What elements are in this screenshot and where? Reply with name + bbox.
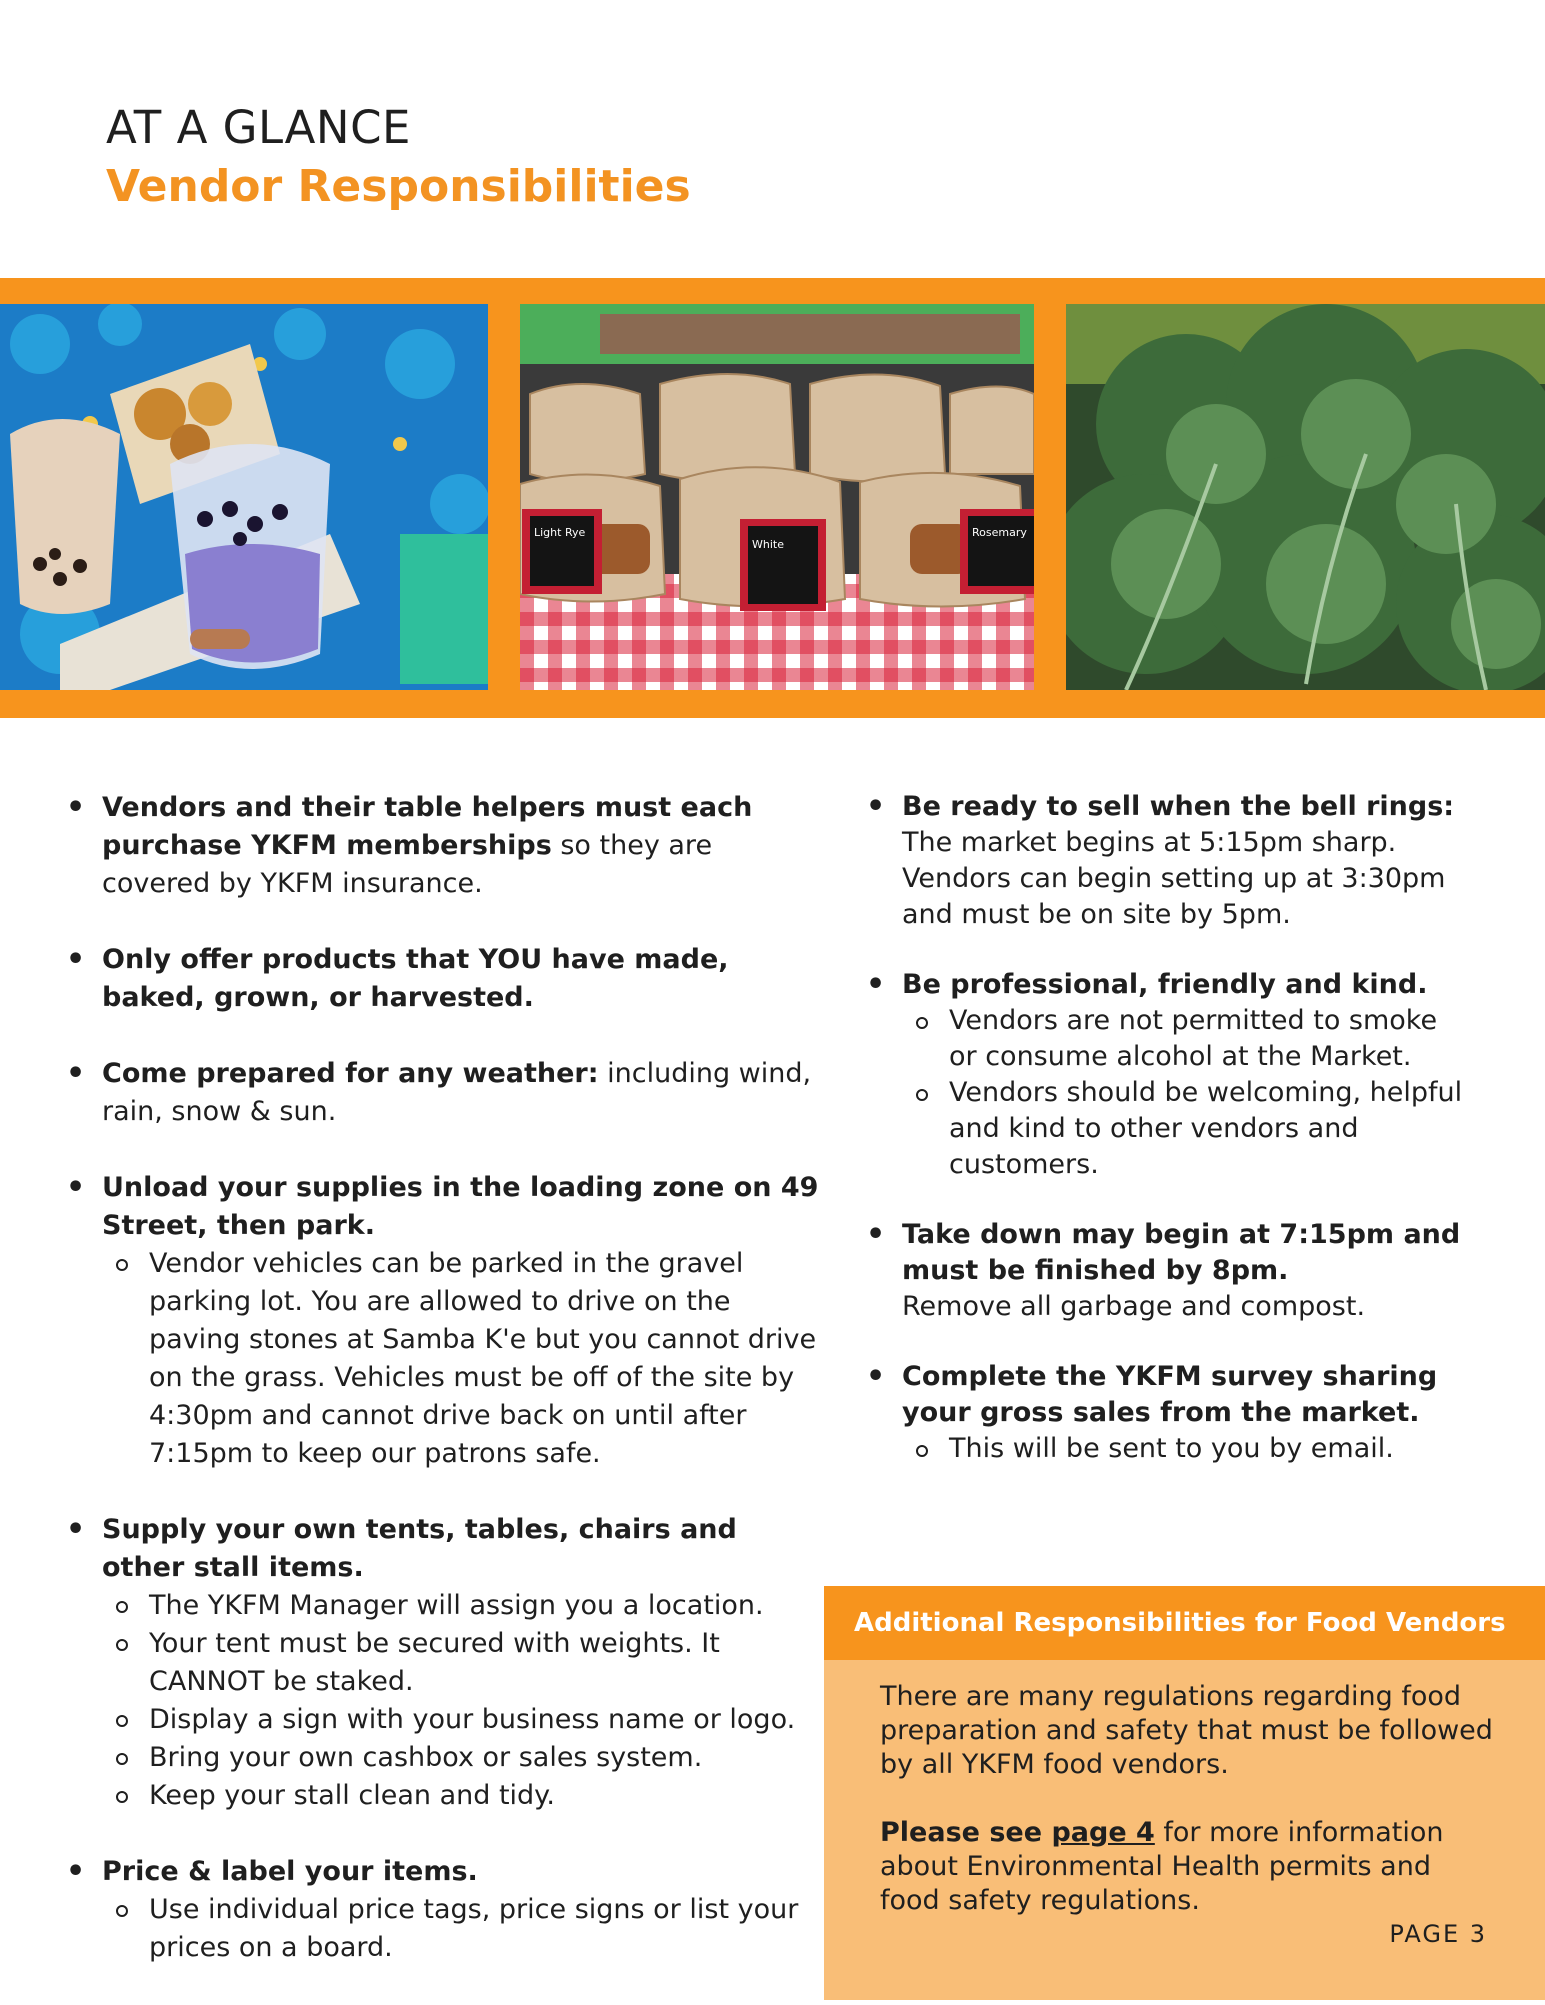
bullet-text: Remove all garbage and compost. — [902, 1291, 1366, 1322]
bullet-lead: Only offer products that YOU have made, baked, grown, or harvested. — [102, 944, 729, 1013]
right-column — [866, 789, 1466, 1501]
bullet-weather — [66, 1055, 826, 1131]
bubble-tea-photo — [0, 304, 488, 690]
sub-item: Bring your own cashbox or sales system. — [102, 1739, 826, 1777]
chalk-label-olive: Rosemary — [972, 526, 1027, 539]
food-box-para2 — [880, 1816, 1495, 1918]
food-box-title: Additional Responsibilities for Food Vendors — [824, 1586, 1545, 1660]
sub-list — [102, 1587, 826, 1815]
page-4-link[interactable]: page 4 — [1051, 1817, 1155, 1848]
chalk-label-white: White — [752, 538, 784, 551]
bullet-unload — [66, 1169, 826, 1473]
sub-item: Keep your stall clean and tidy. — [102, 1777, 826, 1815]
kale-photo — [1066, 304, 1545, 690]
bullet-products — [66, 941, 826, 1017]
sub-item: Vendors are not permitted to smoke or consume alcohol at the Market. — [902, 1003, 1466, 1075]
bullet-price — [66, 1853, 826, 1967]
bread-loaves-photo — [520, 304, 1034, 690]
sub-list — [102, 1245, 826, 1473]
left-column — [66, 789, 826, 2005]
sub-item: Vendor vehicles can be parked in the gravel parking lot. You are allowed to drive on the paving stones at Samba K'e but you cannot drive on the grass. Vehicles must be off of the site by 4:30pm and cannot drive back on until after 7:15pm to keep our patrons safe. — [102, 1245, 826, 1473]
bullet-text: including wind, rain, snow & sun. — [102, 1058, 812, 1127]
bullet-lead: Price & label your items. — [102, 1856, 478, 1887]
page-subtitle: Vendor Responsibilities — [106, 161, 691, 212]
bullet-text: The market begins at 5:15pm sharp. Vendors can begin setting up at 3:30pm and must be on site by 5pm. — [902, 827, 1446, 930]
food-box-para2-lead: Please see — [880, 1817, 1052, 1848]
bullet-memberships — [66, 789, 826, 903]
sub-item: The YKFM Manager will assign you a location. — [102, 1587, 826, 1625]
sub-item: Your tent must be secured with weights. It CANNOT be staked. — [102, 1625, 826, 1701]
sub-list — [902, 1003, 1466, 1183]
bullet-lead: Unload your supplies in the loading zone on 49 Street, then park. — [102, 1172, 819, 1241]
food-box-para1: There are many regulations regarding food preparation and safety that must be followed by all YKFM food vendors. — [880, 1681, 1493, 1780]
bullet-lead: • Be professional, friendly and kind. — [902, 969, 1428, 1000]
sub-item: This will be sent to you by email. — [902, 1431, 1466, 1467]
chalk-label-rye: Light Rye — [534, 526, 586, 539]
bullet-lead: Supply your own tents, tables, chairs and other stall items. — [102, 1514, 737, 1583]
sub-list — [102, 1891, 826, 1967]
bullet-lead: Come prepared for any weather: — [102, 1058, 599, 1089]
bullet-bell — [866, 789, 1466, 933]
sub-item: Vendors should be welcoming, helpful and kind to other vendors and customers. — [902, 1075, 1466, 1183]
bullet-survey — [866, 1359, 1466, 1467]
bullet-professional — [866, 967, 1466, 1183]
bullet-lead: • Take down may begin at 7:15pm and must be finished by 8pm. — [902, 1219, 1461, 1286]
food-vendors-box — [824, 1586, 1545, 2000]
bullet-text: so they are covered by YKFM insurance. — [102, 830, 713, 899]
sub-item: Display a sign with your business name or logo. — [102, 1701, 826, 1739]
food-box-para2-rest: for more information about Environmental Health permits and food safety regulations. — [880, 1817, 1444, 1916]
page-number: PAGE 3 — [1389, 1920, 1487, 1948]
bullet-lead: • Complete the YKFM survey sharing your gross sales from the market. — [902, 1361, 1438, 1428]
photo-band — [0, 278, 1545, 718]
sub-list — [902, 1431, 1466, 1467]
bullet-takedown — [866, 1217, 1466, 1325]
page-heading — [106, 98, 691, 216]
bullet-lead: • Be ready to sell when the bell rings: — [902, 791, 1455, 822]
bullet-lead: Vendors and their table helpers must each purchase YKFM memberships — [102, 792, 753, 861]
bullet-supplies — [66, 1511, 826, 1815]
sub-item: Use individual price tags, price signs or list your prices on a board. — [102, 1891, 826, 1967]
page-title: AT A GLANCE — [106, 101, 411, 154]
food-box-body — [824, 1660, 1545, 1918]
